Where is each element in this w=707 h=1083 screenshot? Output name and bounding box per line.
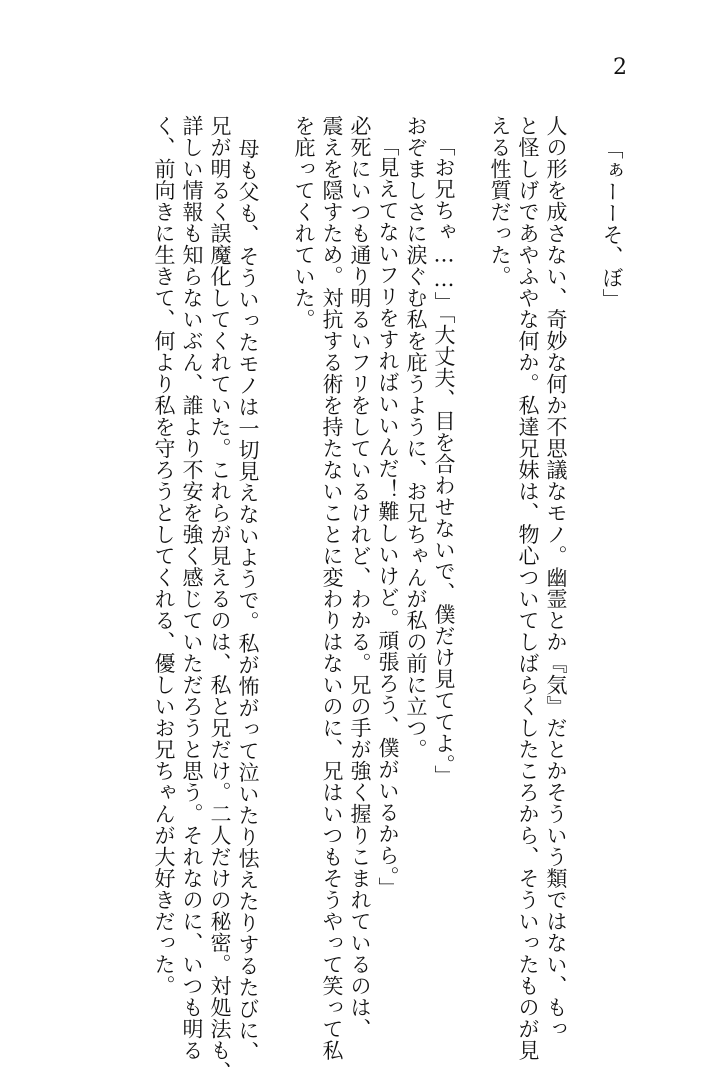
- text-line-9: 「見えてないフリをすればいいんだ！難しいけど。頑張ろう、僕がいるから。」: [376, 135, 400, 899]
- text-line-4: と怪しげであやふやな何か。私達兄妹は、物心ついてしばらくしたころから、そういったものが見: [516, 115, 540, 1061]
- text-line-1: 「ぁーーそ、ぼ」: [600, 138, 624, 310]
- text-line-16: く、前向きに生きて、何より私を守ろうとしてくれる、優しいお兄ちゃんが大好きだった。: [152, 115, 176, 997]
- text-line-11: 震えを隠すため。対抗する術を持たないことに変わりはないのに、兄はいつもそうやって笑って私: [320, 115, 344, 1061]
- text-line-10: 必死にいつも通り明るいフリをしているけれど、わかる。兄の手が強く握りこまれているのは、: [348, 115, 372, 1040]
- text-line-12: を庇ってくれていた。: [292, 115, 316, 330]
- page-number: 2: [613, 55, 627, 80]
- text-line-14: 兄が明るく誤魔化してくれていた。これらが見えるのは、私と兄だけ。二人だけの秘密。対処法も、: [208, 115, 232, 1083]
- text-line-5: える性質だった。: [488, 115, 512, 287]
- text-line-8: おぞましさに涙ぐむ私を庇うように、お兄ちゃんが私の前に立つ。: [404, 115, 428, 760]
- text-line-7: 「お兄ちゃ……」「大丈夫、目を合わせないで、僕だけ見ててよ。」: [432, 135, 456, 787]
- text-line-15: 詳しい情報も知らないぶん、誰より不安を強く感じていただろうと思う。それなのに、いつも明る: [180, 115, 204, 1061]
- text-line-13: 母も父も、そういったモノは一切見えないようで。私が怖がって泣いたり怯えたりするたびに、: [236, 138, 260, 1063]
- text-line-3: 人の形を成さない、奇妙な何か不思議なモノ。幽霊とか『気』だとかそういう類ではない、もっ: [544, 115, 568, 1040]
